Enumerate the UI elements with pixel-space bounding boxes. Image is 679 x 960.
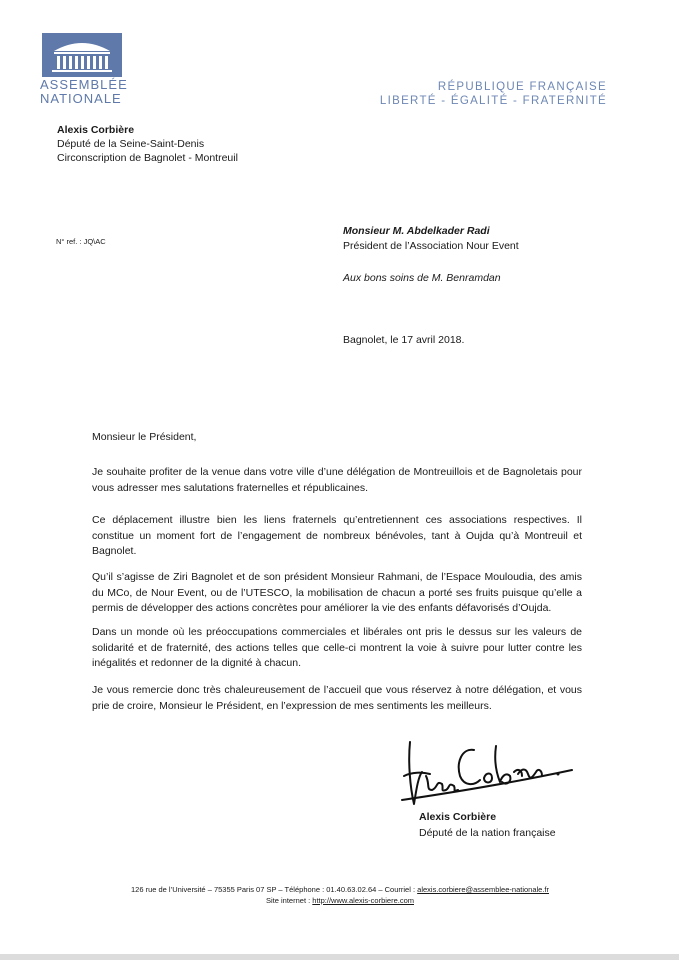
recipient-block <box>343 224 519 254</box>
republic-line-1: RÉPUBLIQUE FRANÇAISE <box>437 81 607 93</box>
signature-name: Alexis Corbière <box>419 811 497 823</box>
salutation: Monsieur le Président, <box>92 431 197 443</box>
footer-website-line <box>60 896 620 907</box>
paragraph-3: Qu’il s’agisse de Ziri Bagnolet et de son président Monsieur Rahmani, de l’Espace Mouloudia, des amis du MCo, de Nour Event, ou de l’UTESCO, la mobilisation de chacun a porté ses fruits puisque qu’elle a permis de développer des actions concrètes pour améliorer la vie des enfants défavorisés d’Oujda. <box>92 571 582 614</box>
logo-line-1: ASSEMBLÉE <box>40 77 128 92</box>
hemicycle-icon <box>42 33 122 77</box>
care-of-line: Aux bons soins de M. Benramdan <box>343 272 501 284</box>
footer-contact-line <box>60 885 620 896</box>
author-title: Député de la Seine-Saint-Denis <box>57 138 205 150</box>
page-bottom-edge <box>0 954 679 960</box>
footer-email-link[interactable]: alexis.corbiere@assemblee-nationale.fr <box>417 885 549 894</box>
letter-date: Bagnolet, le 17 avril 2018. <box>343 334 465 346</box>
paragraph-2: Ce déplacement illustre bien les liens fraternels qu’entretiennent ces associations respectives. Il constitue un moment fort de l’engagement de nombreux bénévoles, tant à Oujda qu’à Montreuil et Bagnolet. <box>92 514 582 557</box>
author-block <box>57 123 238 165</box>
footer-website-link[interactable]: http://www.alexis-corbiere.com <box>312 895 414 905</box>
republic-motto <box>380 80 607 108</box>
footer <box>60 885 620 906</box>
signature-title: Député de la nation française <box>419 826 556 839</box>
author-circonscription: Circonscription de Bagnolet - Montreuil <box>57 152 238 164</box>
paragraph-1: Je souhaite profiter de la venue dans votre ville d’une délégation de Montreuillois et de Bagnoletais pour vous adresser mes salutations fraternelles et républicaines. <box>92 466 582 494</box>
recipient-name: Monsieur M. Abdelkader Radi <box>343 225 490 237</box>
assemblee-logo-text <box>40 78 130 106</box>
reference-number: N° ref. : JQ\AC <box>56 237 106 246</box>
republic-line-2: LIBERTÉ - ÉGALITÉ - FRATERNITÉ <box>379 95 607 107</box>
author-name: Alexis Corbière <box>57 124 135 136</box>
recipient-title: Président de l’Association Nour Event <box>343 240 519 252</box>
assemblee-logo <box>42 33 122 77</box>
handwritten-signature <box>396 732 586 817</box>
signature-block <box>419 810 556 841</box>
footer-website-label: Site internet : <box>266 895 311 905</box>
paragraph-5: Je vous remercie donc très chaleureusement de l’accueil que vous réservez à notre délégation, et vous prie de croire, Monsieur le Président, en l’expression de mes sentiments les meilleurs. <box>92 684 582 712</box>
footer-address: 126 rue de l’Université – 75355 Paris 07 SP – Téléphone : 01.40.63.02.64 – Courriel : <box>130 885 416 894</box>
paragraph-4: Dans un monde où les préoccupations commerciales et libérales ont pris le dessus sur les valeurs de solidarité et de fraternité, des actions telles que celle-ci montrent la voie à suivre pour lutter contre les inégalités et redonner de la dignité à chacun. <box>92 626 582 669</box>
logo-line-2: NATIONALE <box>40 91 122 106</box>
